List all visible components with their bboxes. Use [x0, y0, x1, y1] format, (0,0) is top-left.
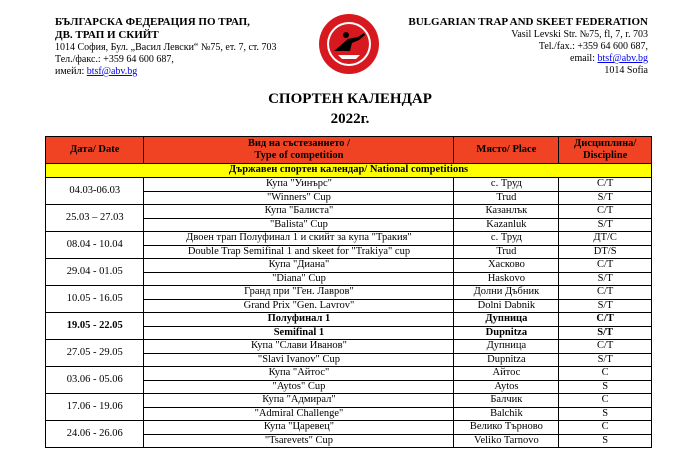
event-place-bg: Дупница: [454, 340, 559, 354]
table-row: [46, 394, 652, 408]
event-name-bg: Купа "Диана": [144, 259, 454, 273]
email-label-en: email:: [570, 53, 595, 64]
header-type: [144, 137, 454, 164]
event-date: 04.03-06.03: [46, 178, 144, 205]
event-discipline-en: DT/S: [559, 245, 652, 259]
event-discipline-bg: ДТ/С: [559, 232, 652, 246]
phone-bg: Тел./факс.: +359 64 600 687,: [55, 54, 174, 65]
event-name-bg: Купа "Айтос": [144, 367, 454, 381]
table-row: [46, 178, 652, 192]
event-place-bg: Казанлък: [454, 205, 559, 219]
event-place-bg: с. Труд: [454, 232, 559, 246]
event-discipline-bg: С/Т: [559, 178, 652, 192]
page-year: 2022г.: [330, 111, 370, 127]
table-row: [46, 421, 652, 435]
email-link-en[interactable]: btsf@abv.bg: [597, 53, 648, 64]
event-place-en: Veliko Tarnovo: [454, 434, 559, 448]
header-discipline-en: Discipline: [583, 150, 628, 161]
event-discipline-bg: С: [559, 394, 652, 408]
event-place-en: Dolni Dabnik: [454, 299, 559, 313]
event-discipline-en: S: [559, 434, 652, 448]
event-place-en: Trud: [454, 245, 559, 259]
table-header-row: [46, 137, 652, 164]
event-discipline-en: S/T: [559, 272, 652, 286]
event-name-en: Double Trap Semifinal 1 and skeet for "Trakiya" cup: [144, 245, 454, 259]
event-date: 08.04 - 10.04: [46, 232, 144, 259]
event-date: 27.05 - 29.05: [46, 340, 144, 367]
event-place-bg: Балчик: [454, 394, 559, 408]
event-name-bg: Купа "Слави Иванов": [144, 340, 454, 354]
event-name-bg: Купа "Уинърс": [144, 178, 454, 192]
event-name-en: Semifinal 1: [144, 326, 454, 340]
address-en: Vasil Levski Str. №75, fl, 7, r. 703: [511, 29, 648, 40]
section-title: Държавен спортен календар/ National competitions: [46, 164, 652, 178]
event-name-en: "Balista" Cup: [144, 218, 454, 232]
event-date: 17.06 - 19.06: [46, 394, 144, 421]
federation-logo-icon: [318, 13, 380, 75]
section-row: [46, 164, 652, 178]
event-name-bg: Купа "Балиста": [144, 205, 454, 219]
email-label-bg: имейл:: [55, 66, 85, 77]
address-bg: 1014 София, Бул. „Васил Левски“ №75, ет. 7, ст. 703: [55, 42, 277, 53]
email-row-bg: [55, 66, 277, 78]
event-place-bg: Хасково: [454, 259, 559, 273]
org-name-bg-line1: БЪЛГАРСКА ФЕДЕРАЦИЯ ПО ТРАП,: [55, 16, 250, 28]
event-name-bg: Полуфинал 1: [144, 313, 454, 327]
org-name-bg-line2: ДВ. ТРАП И СКИЙТ: [55, 29, 159, 41]
header-type-en: Type of competition: [254, 150, 344, 161]
header-discipline: [559, 137, 652, 164]
event-place-bg: Айтос: [454, 367, 559, 381]
event-place-bg: с. Труд: [454, 178, 559, 192]
event-place-en: Dupnitza: [454, 326, 559, 340]
table-row: [46, 313, 652, 327]
event-date: 24.06 - 26.06: [46, 421, 144, 448]
table-row: [46, 232, 652, 246]
event-discipline-bg: С/Т: [559, 286, 652, 300]
event-place-en: Haskovo: [454, 272, 559, 286]
event-discipline-en: S: [559, 407, 652, 421]
event-place-en: Trud: [454, 191, 559, 205]
phone-en: Tel./fax.: +359 64 600 687,: [538, 41, 648, 52]
event-place-bg: Велико Търново: [454, 421, 559, 435]
event-place-en: Dupnitza: [454, 353, 559, 367]
event-discipline-en: S/T: [559, 299, 652, 313]
event-name-bg: Купа "Царевец": [144, 421, 454, 435]
event-date: 10.05 - 16.05: [46, 286, 144, 313]
event-discipline-bg: С: [559, 367, 652, 381]
table-row: [46, 259, 652, 273]
event-discipline-en: S: [559, 380, 652, 394]
event-discipline-bg: С: [559, 421, 652, 435]
table-row: [46, 340, 652, 354]
event-discipline-bg: С/Т: [559, 205, 652, 219]
event-place-en: Balchik: [454, 407, 559, 421]
event-discipline-en: S/T: [559, 326, 652, 340]
event-discipline-en: S/T: [559, 353, 652, 367]
email-link-bg[interactable]: btsf@abv.bg: [86, 66, 138, 77]
event-name-en: "Slavi Ivanov" Cup: [144, 353, 454, 367]
city-en: 1014 Sofia: [604, 65, 648, 76]
event-name-en: "Admiral Challenge": [144, 407, 454, 421]
event-place-bg: Долни Дъбник: [454, 286, 559, 300]
event-name-en: "Diana" Cup: [144, 272, 454, 286]
header-discipline-bg: Дисциплина/: [574, 137, 637, 149]
event-name-bg: Купа "Адмирал": [144, 394, 454, 408]
event-discipline-bg: С/Т: [559, 313, 652, 327]
event-name-bg: Двоен трап Полуфинал 1 и скийт за купа "Тракия": [144, 232, 454, 246]
event-date: 25.03 – 27.03: [46, 205, 144, 232]
event-place-bg: Дупница: [454, 313, 559, 327]
event-place-en: Kazanluk: [454, 218, 559, 232]
event-discipline-en: S/T: [559, 218, 652, 232]
email-row-en: [408, 53, 648, 65]
table-row: [46, 367, 652, 381]
org-name-en: BULGARIAN TRAP AND SKEET FEDERATION: [408, 16, 648, 28]
event-name-en: "Aytos" Cup: [144, 380, 454, 394]
event-name-en: Grand Prix "Gen. Lavrov": [144, 299, 454, 313]
calendar-table: [45, 136, 652, 448]
header-place: Място/ Place: [454, 137, 559, 164]
header-right: [408, 16, 648, 77]
event-name-bg: Гранд при "Ген. Лавров": [144, 286, 454, 300]
header-type-bg: Вид на състезанието /: [247, 137, 351, 149]
header-date: Дата/ Date: [46, 137, 144, 164]
table-row: [46, 205, 652, 219]
event-name-en: "Winners" Cup: [144, 191, 454, 205]
event-discipline-en: S/T: [559, 191, 652, 205]
event-date: 29.04 - 01.05: [46, 259, 144, 286]
table-row: [46, 286, 652, 300]
event-date: 19.05 - 22.05: [46, 313, 144, 340]
event-discipline-bg: С/Т: [559, 259, 652, 273]
header-left: [55, 16, 277, 78]
event-name-en: "Tsarevets" Cup: [144, 434, 454, 448]
page-title: СПОРТЕН КАЛЕНДАР: [268, 91, 432, 107]
event-place-en: Aytos: [454, 380, 559, 394]
event-discipline-bg: С/Т: [559, 340, 652, 354]
event-date: 03.06 - 05.06: [46, 367, 144, 394]
